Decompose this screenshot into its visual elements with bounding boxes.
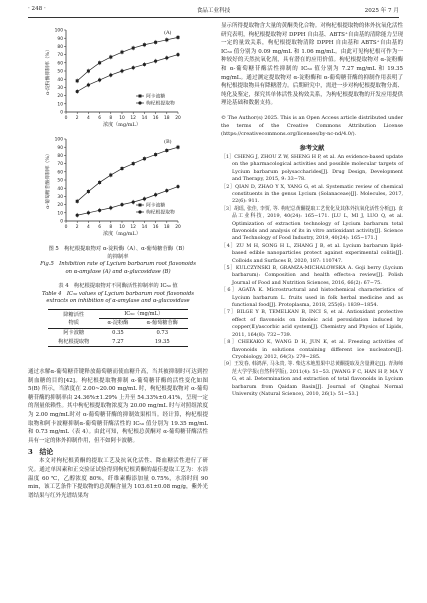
right-column [221, 22, 403, 398]
x-tick-label-a: 20 [175, 116, 181, 121]
y-tick-label-b: 30 [57, 195, 63, 200]
table-title-en-2: extracts on inhibition of α-amylase and α-glucosidase [46, 298, 190, 305]
ic50-table [48, 309, 188, 347]
reference-item: ［6］AGATA K. Microstructural and histochemical characteristics of Lycium barbarum L. fruits used in folk herbal medicine and as functional food[J]. Protoplasma, 2018, 255(6): 1839−1854. [221, 287, 403, 309]
panel-label-b: (B) [164, 139, 172, 145]
data-point-a-acarbose [121, 51, 124, 54]
table-col-amylase: α-淀粉酶 [99, 319, 136, 329]
figure-5-charts [28, 22, 208, 244]
data-point-a-extract [120, 69, 123, 72]
series-line-b-acarbose [77, 147, 178, 201]
reference-list [221, 154, 403, 398]
x-tick-label-a: 16 [152, 116, 159, 121]
data-point-b-acarbose [109, 174, 112, 177]
y-tick-label-b: 50 [57, 178, 63, 184]
issue-date: 2025 年 7 月 [364, 8, 399, 14]
y-tick-label-b: 0 [60, 219, 63, 225]
y-tick-label-b: 10 [57, 211, 63, 217]
table-rowhead: 降糖活性 物质 [48, 309, 99, 328]
x-tick-label-b: 20 [175, 225, 181, 230]
y-tick-label-b: 20 [57, 203, 63, 209]
y-tick-label-a: 0 [60, 110, 63, 116]
journal-name: 食品工业科技 [196, 8, 231, 14]
x-tick-label-b: 0 [64, 225, 68, 230]
header-rule [28, 17, 399, 18]
data-point-a-extract [154, 60, 157, 63]
data-point-a-extract [165, 56, 168, 59]
legend-marker-b [139, 204, 142, 207]
page-number: · 248 · [28, 6, 46, 12]
legend-marker-a [139, 95, 142, 98]
data-point-a-acarbose [143, 43, 146, 46]
data-point-b-acarbose [76, 200, 79, 203]
table-col-glucosidase: α-葡萄糖苷酶 [137, 319, 189, 329]
figure-5 [28, 22, 208, 244]
y-tick-label-b: 90 [57, 145, 63, 151]
data-point-b-acarbose [132, 162, 135, 165]
x-tick-label-a: 8 [109, 116, 113, 121]
legend-label-a: 阿卡波糖 [146, 94, 166, 100]
x-tick-label-b: 16 [152, 225, 159, 230]
x-tick-label-b: 8 [109, 225, 113, 230]
y-tick-label-b: 70 [57, 162, 63, 168]
table-row: 枸杞根提取物 7.27 19.35 [58, 338, 170, 345]
left-body [28, 368, 208, 500]
y-tick-label-a: 70 [57, 53, 63, 59]
table-title-cn: 表 4 枸杞根提取物对不同酶活性抑制率的 IC₅₀ 值 [58, 283, 178, 289]
data-point-a-extract [76, 90, 79, 93]
data-point-b-acarbose [121, 167, 124, 170]
x-tick-label-a: 12 [130, 116, 136, 121]
series-line-a-extract [77, 55, 178, 92]
reference-item: ［9］王发春, 韩鸿萍, 马永贵, 等. 柴达木地黑果中总黄酮提取及含量测定[J]. 青海师范大学学报(自然科学版), 2011(4): 51−53. [WANG F C, HAN H P, MA Y G, et al. Determination and extraction of total flavonoids in Lycium barbarum from Qaidam Basin[J]. Journal of Qinghai Normal University (Natural Science), 2010, 26(1): 51−53.] [221, 361, 403, 397]
data-point-a-acarbose [154, 41, 157, 44]
data-point-b-extract [120, 203, 123, 206]
data-point-a-extract [109, 74, 112, 77]
data-point-a-extract [176, 53, 179, 56]
data-point-b-acarbose [154, 153, 157, 156]
x-tick-label-a: 4 [87, 116, 90, 121]
paragraph: 通过水解α-葡萄糖苷键释放葡萄糖而使血糖升高，当其被抑制时可达到控制血糖的目的[42]。枸杞根提取物抑制 α-葡萄糖苷酶的活性变化如图 5(B) 所示，当浓度在 2.00~20.00 mg/mL 时，枸杞根提取物对 α-葡萄糖苷酶的抑制率由 24.36%±1.29% 上升至 54.33%±0.41%，呈现一定的剂量依赖性。其中枸杞根提取物浓度为 20.00 mg/mL 时与对照组浓度为 2.00 mg/mL时对 α-葡萄糖苷酶的抑制效果相当。经计算，枸杞根提取物和阿卡波糖抑制α-葡萄糖苷酶活性的 IC₅₀ 值分别为 19.35 mg/mL 和 0.73 mg/mL（表 4）。由此可知，枸杞根总黄酮对 α-葡萄糖苷酶活性具有一定的体外抑制作用，但不如阿卡波糖。 [28, 369, 208, 444]
section-heading: 3 结论 [28, 448, 54, 457]
legend-label-b: 阿卡波糖 [146, 203, 166, 209]
x-tick-label-a: 2 [75, 116, 79, 121]
table-title-en-1: Table 4 IC₅₀ values of Lycium barbarum root flavonoids [41, 290, 195, 297]
x-axis-label-b: 浓度（mg/mL） [103, 231, 141, 237]
reference-item: ［3］胡瑶, 张佳, 李贾, 等. 枸杞总黄酮提取工艺优化及其体外抗氧化活性分析[J]. 食品工业科技, 2019, 40(24): 165−171. [LU L, MI J, LUO Q, et al. Optimization of extraction technology of Lycium barbarum total flavonoids and analysis of its in vitro antioxidant activity[J]. Science and Technology of Food Industry, 2019, 40(24): 165−171.] [221, 205, 403, 242]
legend-marker-b [138, 210, 141, 213]
data-point-b-extract [132, 201, 135, 204]
data-point-b-acarbose [165, 149, 168, 152]
x-tick-label-b: 12 [130, 225, 136, 230]
table-4-block [28, 283, 208, 347]
panel-label-a: (A) [164, 30, 172, 36]
references-heading: 参考文献 [299, 144, 325, 152]
x-axis-label-a: 浓度（mg/mL） [103, 122, 141, 128]
x-tick-label-b: 14 [141, 225, 148, 230]
conclusion-paragraph: 本文对枸杞根黄酮的提取工艺及抗氧化活性、降血糖活性进行了研究。通过单因素和正交验证试验得到枸杞根黄酮的最佳提取工艺为：水浴温度 60 ℃，乙醇浓度 80%，纤维素酶添加量 0.75%，水浴时间 90 min，该工艺条件下提取物的总黄酮含量为 103.61±0.08 mg/g，紫外光谱结果与红外光谱结果均 [28, 458, 208, 499]
reference-item: ［8］CHEKAKO K, WANG D H, JUN K, et al. Freezing activities of flavonoids in solutions containing different ice nucleators[J]. Cryobiology, 2012, 64(3): 279−285. [221, 339, 403, 360]
data-point-b-extract [165, 189, 168, 192]
data-point-a-extract [98, 78, 101, 81]
x-tick-label-b: 10 [119, 225, 125, 230]
legend-label-b: 枸杞根提取物 [146, 210, 175, 216]
legend-label-a: 枸杞根提取物 [146, 101, 175, 107]
y-tick-label-a: 60 [57, 61, 63, 67]
y-axis-label-a: α-淀粉酶抑制率（%） [46, 47, 51, 95]
data-point-b-extract [76, 214, 79, 217]
data-point-b-extract [98, 209, 101, 212]
x-tick-label-b: 2 [75, 225, 79, 230]
x-tick-label-b: 4 [87, 225, 90, 230]
reference-item: ［1］CHENG J, ZHOU Z W, SHENG H P, et al. An evidence-based update on the pharmacological activities and possible molecular targets of Lycium barbarum polysaccharides[J]. Drug Design, Development and Therapy, 2015, 9: 33−78. [221, 153, 403, 183]
data-point-a-extract [143, 63, 146, 66]
data-point-a-extract [87, 83, 90, 86]
data-point-a-acarbose [76, 79, 79, 82]
x-tick-label-a: 6 [98, 116, 101, 121]
data-point-a-acarbose [98, 61, 101, 64]
data-point-a-acarbose [165, 38, 168, 41]
data-point-b-acarbose [177, 146, 180, 149]
caption-cn-2: 的抑制率 [107, 253, 129, 260]
data-point-b-extract [87, 211, 90, 214]
x-tick-label-a: 0 [64, 116, 68, 121]
data-point-b-acarbose [98, 181, 101, 184]
data-point-a-acarbose [177, 36, 180, 39]
y-tick-label-a: 50 [57, 69, 63, 75]
y-tick-label-a: 20 [57, 94, 63, 100]
y-tick-label-b: 80 [57, 154, 63, 159]
x-tick-label-a: 10 [119, 116, 125, 121]
reference-item: ［4］ZU M H, SONG H L, ZHANG J B, et al. Lycium barbarum lipid-based edible nanoparticles protect against experimental colitis[J]. Colloids and Surfaces B, 2020, 187: 110747. [221, 242, 403, 264]
data-point-b-extract [154, 193, 157, 196]
y-tick-label-a: 30 [57, 86, 63, 91]
page-header [28, 6, 399, 16]
y-axis-label-b: α-葡萄糖苷酶抑制率（%） [46, 151, 51, 209]
caption-cn-1: 图 5 枸杞根提取物对 α-淀粉酶（A）、α-葡萄糖苷酶（B） [48, 246, 188, 252]
data-point-b-extract [143, 197, 146, 200]
x-tick-label-a: 14 [141, 116, 148, 121]
table-group-header: IC₅₀（mg/mL） [99, 309, 188, 319]
data-point-b-extract [176, 185, 179, 188]
data-point-b-acarbose [143, 157, 146, 160]
y-tick-label-b: 100 [54, 137, 63, 143]
legend-marker-a [138, 101, 141, 104]
copyright-notice: © The Author(s) 2025. This is an Open Access article distributed under the terms of the Creative Commons Attribution License (https://creativecommons.org/licenses/by-nc-nd/4.0/). [221, 114, 403, 137]
y-tick-label-b: 40 [57, 186, 63, 192]
conclusion-continued: 显示所得提取物含大量的黄酮类化合物。对枸杞根提取物的体外抗氧化活性研究表明，枸杞根提取物对 DPPH 自由基、ABTS⁺自由基的清除能力呈现一定的量效关系，枸杞根提取物清除 DPPH 自由基和 ABTS⁺自由基的 IC₅₀ 值分别为 0.09 mg/mL 和 1.06 mg/mL。由此可见枸杞根可作为一种较好的天然抗氧化剂，具有潜在的应用价值。枸杞根提取物对 α-淀粉酶和 α-葡萄糖苷酶活性抑制的 IC₅₀ 值分别为 7.27 mg/mL 和 19.35 mg/mL。通过测定提取物对 α-淀粉酶和 α-葡萄糖苷酶的抑制作用表明了枸杞根提取物具有降糖潜力。后期研究中，需进一步对枸杞根提取物分离、纯化及鉴定，探究其单体活性及构效关系，为枸杞根提取物的开发应用提供理论基础和数据支持。 [221, 23, 403, 107]
x-tick-label-b: 6 [98, 225, 101, 230]
table-row: 阿卡波糖 0.35 0.73 [63, 329, 169, 336]
y-tick-label-a: 90 [57, 36, 63, 42]
figure-5-caption [28, 246, 208, 276]
data-point-b-extract [109, 206, 112, 209]
data-point-b-acarbose [87, 190, 90, 193]
y-tick-label-b: 60 [57, 170, 63, 176]
caption-en-1: Fig.5 Inhibition rate of Lycium barbarum root flavonoids [40, 261, 196, 268]
caption-en-2: on α-amylase (A) and α-glucosidase (B) [65, 268, 171, 275]
reference-item: ［7］BILGE Y B, TEMELKAN B, INCI S, et al. Antioxidant protective effect of flavonoids on linoleic acid peroxidation induced by copper(Ⅱ)/ascorbic acid system[J]. Chemistry and Physics of Lipids, 2011, 164(8): 732−739. [221, 309, 403, 338]
data-point-a-extract [132, 66, 135, 69]
x-tick-label-a: 18 [164, 116, 170, 121]
y-tick-label-a: 10 [57, 102, 63, 108]
data-point-a-acarbose [132, 47, 135, 50]
reference-item: ［5］KULCZYNSKI B, GRAMZA-MICHALOWSKA A. Goji berry (Lycium barbarum): Composition and health effects-a review[J]. Polish Journal of Food and Nutrition Sciences, 2016, 66(2): 67−75. [221, 265, 403, 286]
y-tick-label-a: 80 [57, 45, 63, 50]
data-point-a-acarbose [87, 70, 90, 73]
reference-item: ［2］QIAN D, ZHAO Y X, YANG G, et al. Systematic review of chemical constituents in the genus Lycium (Solanaceae)[J]. Molecules, 2017, 22(6): 911. [221, 183, 403, 205]
y-tick-label-a: 40 [57, 77, 63, 83]
y-tick-label-a: 100 [54, 28, 63, 34]
data-point-a-acarbose [109, 56, 112, 59]
x-tick-label-b: 18 [164, 225, 170, 230]
